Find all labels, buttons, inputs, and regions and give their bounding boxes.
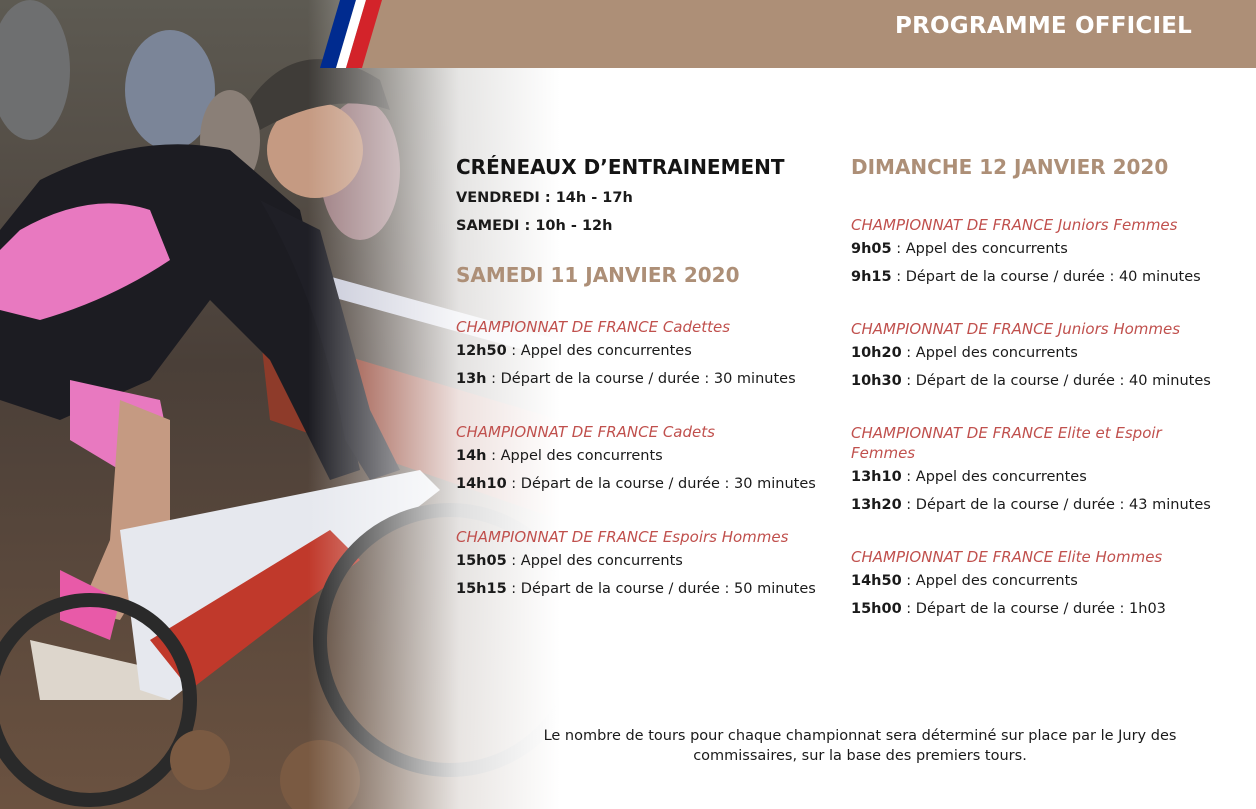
race-call-line: 14h : Appel des concurrents [456, 448, 663, 464]
race-title: CHAMPIONNAT DE FRANCE Elite Hommes [851, 548, 1163, 566]
race-start-line: 9h15 : Départ de la course / durée : 40 minutes [851, 269, 1201, 285]
race-start-line: 10h30 : Départ de la course / durée : 40 minutes [851, 373, 1211, 389]
race-start-line: 15h00 : Départ de la course / durée : 1h03 [851, 601, 1166, 617]
footnote: Le nombre de tours pour chaque championnat sera déterminé sur place par le Jury des commissaires, sur la base des premiers tours. [543, 728, 1177, 764]
race-title: CHAMPIONNAT DE FRANCE Juniors Femmes [851, 216, 1178, 234]
header-bar [360, 0, 1256, 68]
race-title: CHAMPIONNAT DE FRANCE Elite et Espoir Femmes [851, 424, 1162, 462]
page-title: PROGRAMME OFFICIEL [895, 13, 1192, 39]
race-start-line: 15h15 : Départ de la course / durée : 50 minutes [456, 581, 816, 597]
race-block [456, 422, 836, 498]
training-friday: VENDREDI : 14h - 17h [456, 190, 633, 206]
race-call-line: 10h20 : Appel des concurrents [851, 345, 1078, 361]
race-block [851, 215, 1241, 291]
race-start-line: 13h : Départ de la course / durée : 30 minutes [456, 371, 796, 387]
race-block [851, 423, 1241, 519]
sunday-heading: DIMANCHE 12 JANVIER 2020 [851, 155, 1169, 179]
race-title: CHAMPIONNAT DE FRANCE Juniors Hommes [851, 320, 1181, 338]
training-saturday: SAMEDI : 10h - 12h [456, 218, 613, 234]
race-block [456, 317, 836, 393]
race-call-line: 13h10 : Appel des concurrentes [851, 469, 1087, 485]
left-column [456, 152, 836, 603]
race-start-line: 13h20 : Départ de la course / durée : 43 minutes [851, 497, 1211, 513]
race-call-line: 9h05 : Appel des concurrents [851, 241, 1068, 257]
race-title: CHAMPIONNAT DE FRANCE Cadettes [456, 318, 731, 336]
training-heading: CRÉNEAUX D’ENTRAINEMENT [456, 155, 785, 179]
race-call-line: 12h50 : Appel des concurrentes [456, 343, 692, 359]
race-start-line: 14h10 : Départ de la course / durée : 30 minutes [456, 476, 816, 492]
french-flag-stripes [316, 0, 382, 68]
race-block [851, 319, 1241, 395]
race-title: CHAMPIONNAT DE FRANCE Espoirs Hommes [456, 528, 789, 546]
race-call-line: 14h50 : Appel des concurrents [851, 573, 1078, 589]
race-block [456, 527, 836, 603]
race-block [851, 547, 1241, 623]
saturday-heading: SAMEDI 11 JANVIER 2020 [456, 263, 740, 287]
right-column [851, 152, 1241, 623]
race-call-line: 15h05 : Appel des concurrents [456, 553, 683, 569]
race-title: CHAMPIONNAT DE FRANCE Cadets [456, 423, 715, 441]
